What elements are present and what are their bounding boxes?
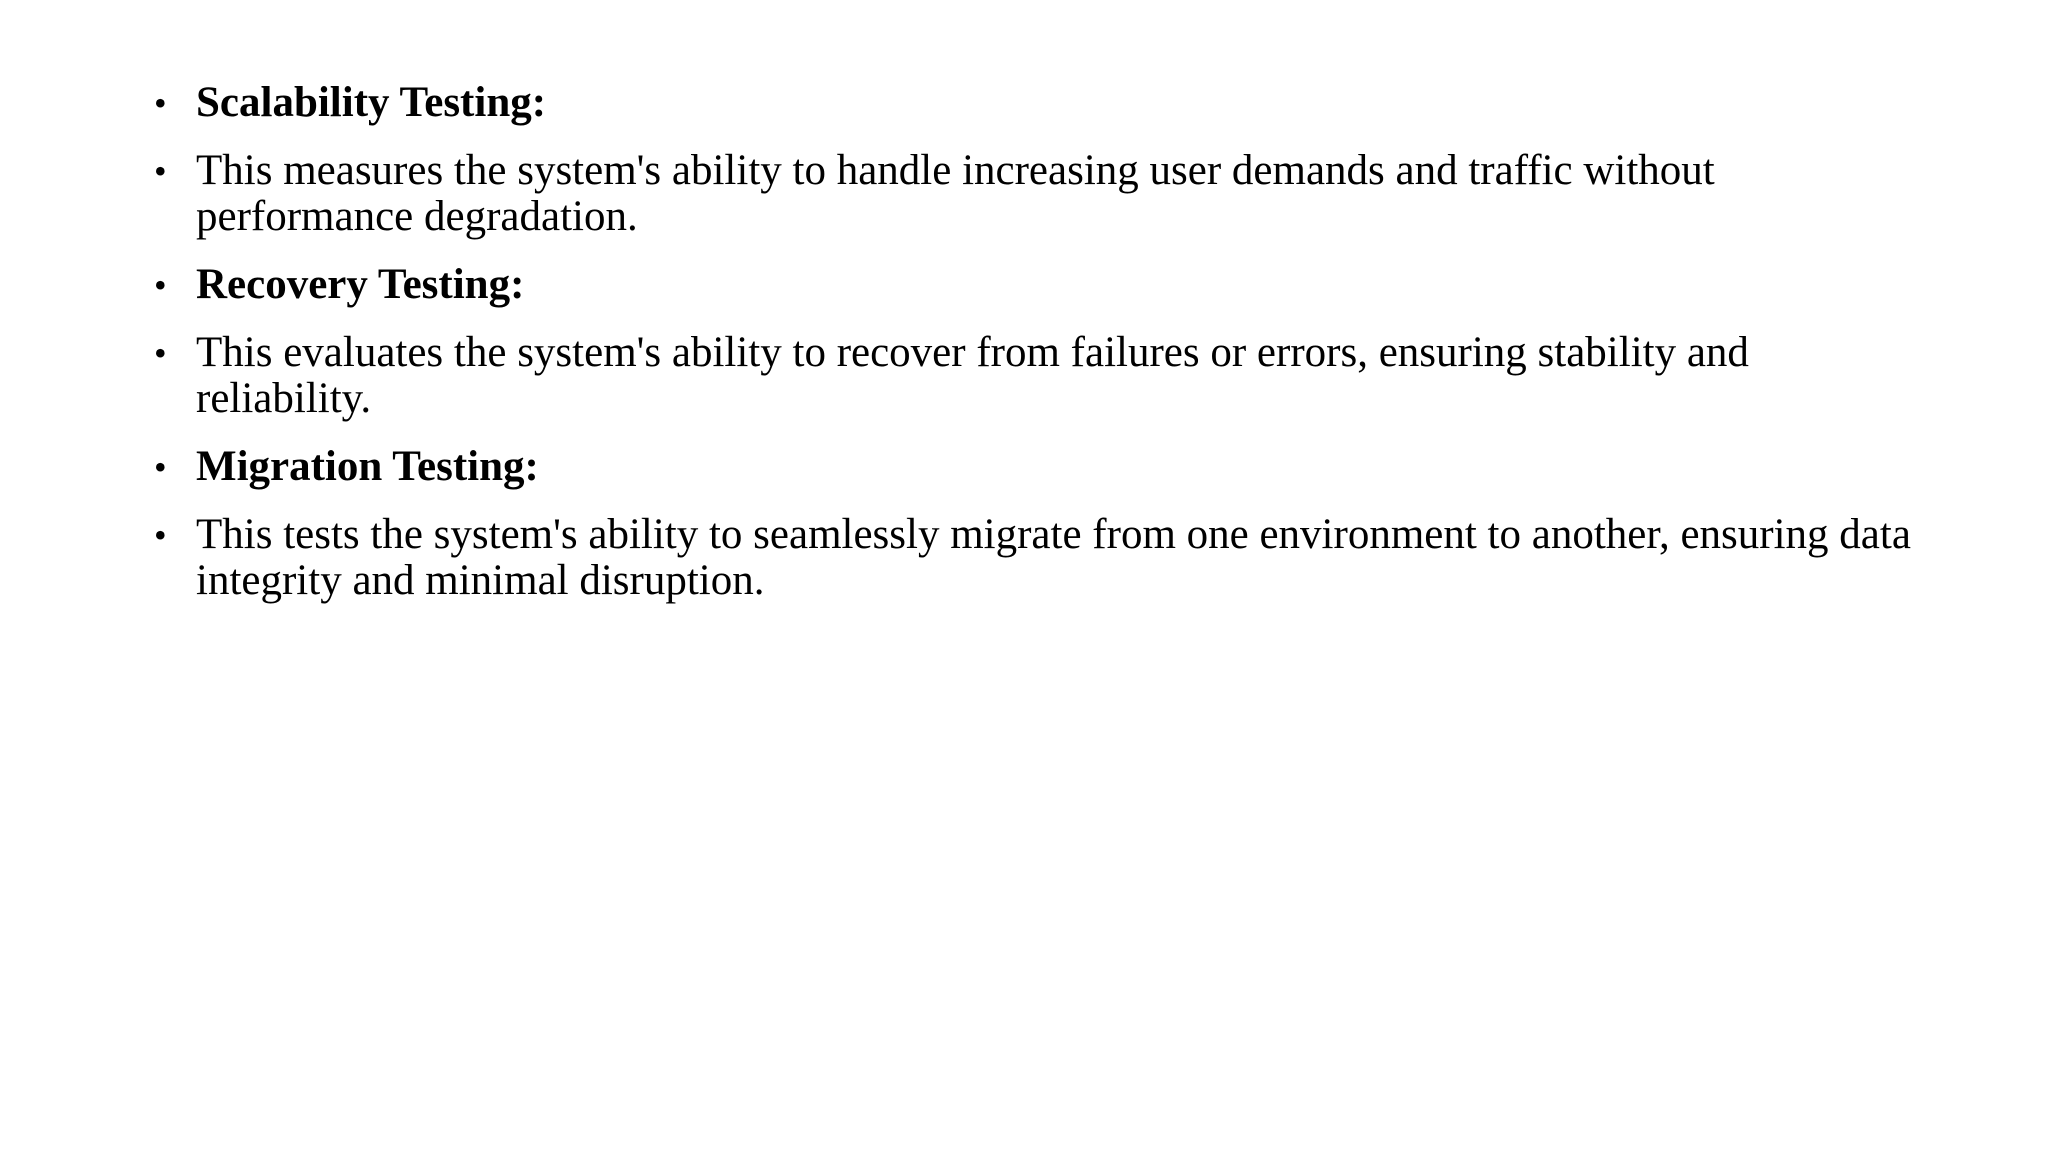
bullet-list [152, 80, 1912, 626]
bullet-icon: • [154, 83, 167, 123]
bullet-item-scalability-description [152, 148, 1912, 240]
bullet-text: Scalability Testing: [196, 79, 547, 126]
bullet-text: This evaluates the system's ability to recover from failures or errors, ensuring stability and reliability. [196, 329, 1749, 422]
bullet-item-scalability-heading [152, 80, 1912, 126]
bullet-item-recovery-description [152, 330, 1912, 422]
bullet-item-migration-heading [152, 444, 1912, 490]
bullet-icon: • [154, 333, 167, 373]
bullet-text: This measures the system's ability to handle increasing user demands and traffic without performance degradation. [196, 147, 1715, 240]
bullet-icon: • [154, 151, 167, 191]
bullet-icon: • [154, 447, 167, 487]
bullet-icon: • [154, 515, 167, 555]
bullet-icon: • [154, 265, 167, 305]
bullet-text: This tests the system's ability to seamlessly migrate from one environment to another, ensuring data integrity and minimal disruption. [196, 511, 1911, 604]
bullet-item-migration-description [152, 512, 1912, 604]
bullet-text: Migration Testing: [196, 443, 539, 490]
bullet-text: Recovery Testing: [196, 261, 525, 308]
bullet-item-recovery-heading [152, 262, 1912, 308]
